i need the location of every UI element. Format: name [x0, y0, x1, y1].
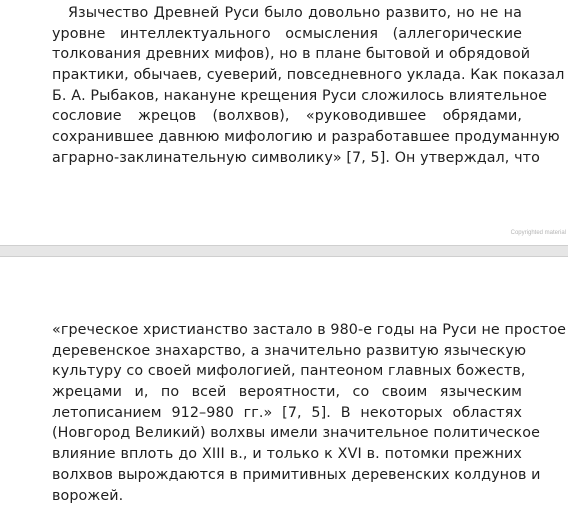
text-line: (Новгород Великий) волхвы имели значительное политическое: [52, 425, 540, 442]
text-line: ворожей.: [52, 487, 124, 504]
text-line: уровне интеллектуального осмысления (аллегорические: [52, 25, 522, 42]
text-line: Язычество Древней Руси было довольно развито, но не на: [68, 5, 522, 21]
text-line: культуру со своей мифологией, пантеоном главных божеств,: [52, 363, 526, 380]
text-line: жрецами и, по всей вероятности, со своим языческим: [52, 384, 522, 401]
page-top-text: [52, 3, 565, 169]
page-bottom-text: [52, 320, 567, 506]
text-line: аграрно-заклинательную символику» [7, 5]. Он утверждал, что: [52, 149, 540, 166]
text-line: практики, обычаев, суеверий, повседневного уклада. Как показал: [52, 67, 565, 84]
page-bottom: [0, 257, 568, 514]
page-separator: [0, 245, 568, 257]
text-line: сословие жрецов (волхвов), «руководившее обрядами,: [52, 108, 522, 125]
text-line: сохранившее давнюю мифологию и разработавшее продуманную: [52, 129, 560, 146]
text-line: летописанием 912–980 гг.» [7, 5]. В некоторых областях: [52, 404, 522, 421]
text-line: Б. А. Рыбаков, накануне крещения Руси сложилось влиятельное: [52, 87, 548, 104]
text-line: влияние вплоть до XIII в., и только к XVI в. потомки прежних: [52, 446, 522, 463]
text-line: толкования древних мифов), но в плане бытовой и обрядовой: [52, 46, 531, 63]
text-line: «греческое христианство застало в 980-е годы на Руси не простое: [52, 322, 567, 338]
text-line: деревенское знахарство, а значительно развитую языческую: [52, 342, 527, 359]
text-line: волхвов вырождаются в примитивных деревенских колдунов и: [52, 466, 541, 483]
copyright-watermark: Copyrighted material: [510, 230, 566, 236]
page-top: [0, 0, 568, 245]
